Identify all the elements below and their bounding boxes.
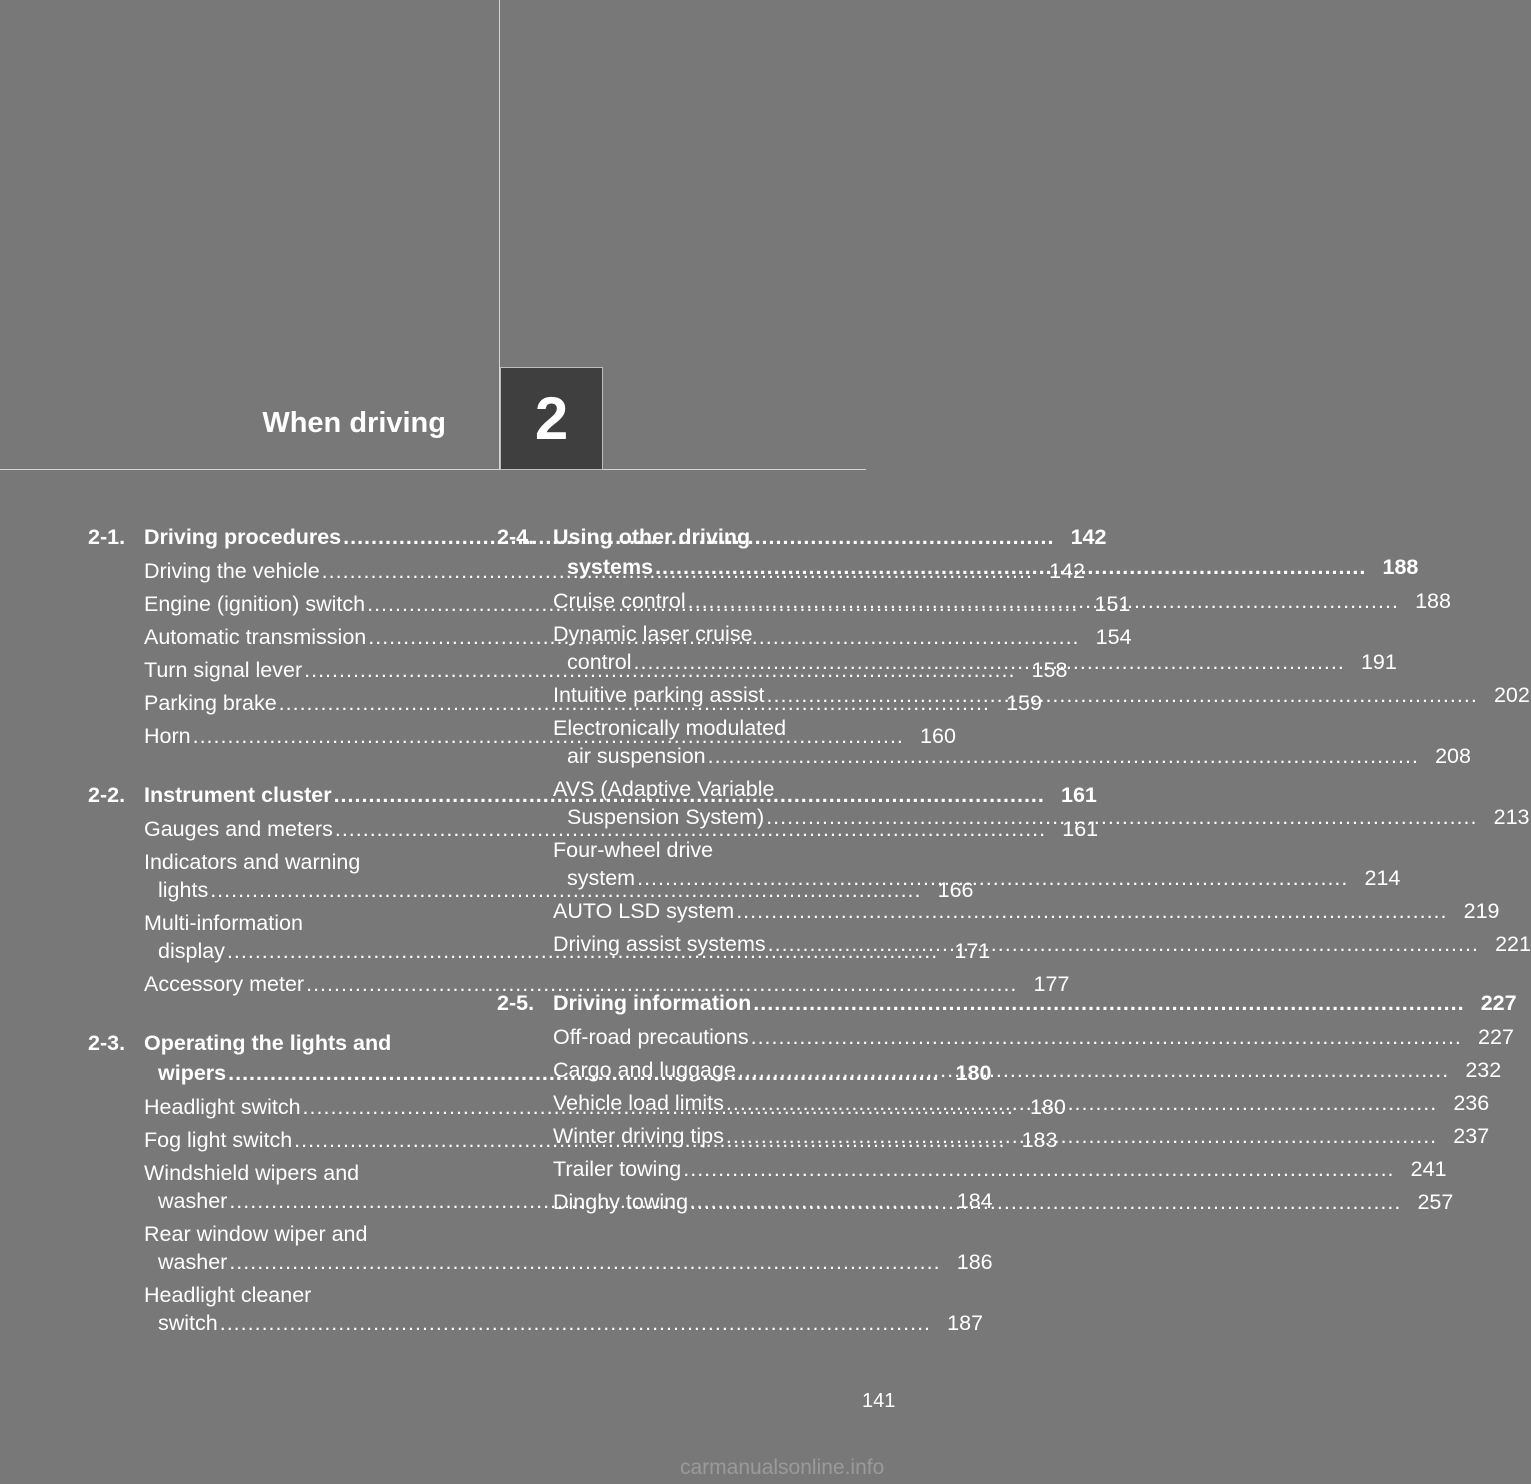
entry-title-text: switch: [158, 1311, 218, 1335]
entry-title-text: Multi-information: [144, 911, 303, 935]
dot-leader: [766, 930, 1479, 958]
dot-leader: [724, 1089, 1437, 1117]
entry-title-text: Four-wheel drive: [553, 838, 714, 862]
entry-title-text: AUTO LSD system: [553, 899, 735, 923]
dot-leader: [632, 648, 1345, 676]
dot-leader: [765, 681, 1478, 709]
entry-title-line: [144, 1248, 993, 1276]
watermark: carmanualsonline.info: [680, 1456, 885, 1479]
entry-title-text: Dinghy towing: [553, 1190, 689, 1214]
entry-page-number: 154: [1095, 625, 1132, 649]
dot-leader: [734, 897, 1447, 925]
section-page-number: 161: [1061, 783, 1097, 807]
entry-page-number: 160: [920, 724, 956, 748]
section-page-number: 180: [955, 1061, 992, 1085]
dot-leader: [736, 1056, 1449, 1084]
entry-title-text: Driving the vehicle: [144, 559, 320, 583]
entry-page-number: 202: [1493, 683, 1530, 707]
entry-title-text: Headlight switch: [144, 1095, 301, 1119]
entry-title-text: Engine (ignition) switch: [144, 592, 366, 616]
entry-page-number: 158: [1031, 658, 1068, 682]
page-number: 141: [862, 1390, 896, 1412]
entry-page-number: 188: [1415, 589, 1451, 613]
entry-title-text: Cruise control: [553, 589, 686, 613]
entry-title-text: Suspension System): [567, 805, 765, 829]
entry-page-number: 186: [956, 1250, 993, 1274]
dot-leader: [227, 1248, 940, 1276]
entry-title-text: Rear window wiper and: [144, 1222, 368, 1246]
entry-page-number: 142: [1049, 559, 1085, 583]
entry-title-text: Parking brake: [144, 691, 277, 715]
dot-leader: [724, 1122, 1437, 1150]
entry-title-text: washer: [158, 1189, 228, 1213]
entry-page-number: 236: [1453, 1091, 1490, 1115]
entry-page-number: 232: [1465, 1058, 1502, 1082]
entry-title-text: Winter driving tips: [553, 1124, 724, 1148]
section-page-number: 142: [1070, 525, 1107, 549]
entry-title-line: [553, 714, 877, 742]
entry-title-text: Intuitive parking assist: [553, 683, 765, 707]
toc-entry[interactable]: [144, 1281, 984, 1337]
entry-title-text: Headlight cleaner: [144, 1283, 312, 1307]
chapter-number: 2: [534, 385, 569, 452]
toc-entry[interactable]: [553, 897, 1500, 925]
entry-page-number: 177: [1033, 972, 1070, 996]
entry-title: [553, 1155, 1447, 1183]
entry-title-text: Turn signal lever: [144, 658, 303, 682]
entry-page-number: 227: [1478, 1025, 1514, 1049]
entry-title-text: Indicators and warning: [144, 850, 361, 874]
entry-title-text: lights: [158, 878, 209, 902]
entry-page-number: 184: [956, 1189, 993, 1213]
entry-title: [553, 897, 1500, 925]
entry-title-line: [144, 970, 1070, 998]
entry-title-line: [553, 1155, 1447, 1183]
entry-title-text: Horn: [144, 724, 191, 748]
entry-page-number: 237: [1453, 1124, 1490, 1148]
entry-title-line: [144, 1309, 984, 1337]
entry-title-text: washer: [158, 1250, 228, 1274]
toc-entry[interactable]: [553, 1155, 1447, 1183]
section-page-number: 188: [1382, 555, 1419, 579]
entry-page-number: 183: [1021, 1128, 1058, 1152]
section-title-line: [553, 552, 1418, 582]
entry-title: [144, 970, 1070, 998]
section-title-text: Driving procedures: [144, 525, 342, 549]
entry-title-text: Dynamic laser cruise: [553, 622, 753, 646]
section-title-text: Instrument cluster: [144, 783, 332, 807]
dot-leader: [688, 1188, 1401, 1216]
entry-title-line: [144, 1220, 468, 1248]
chapter-number-box: [500, 367, 603, 470]
section-title-text: wipers: [158, 1061, 227, 1085]
entry-page-number: 151: [1094, 592, 1131, 616]
entry-page-number: 191: [1360, 650, 1397, 674]
entry-title-text: Accessory meter: [144, 972, 305, 996]
dot-leader: [749, 1023, 1462, 1051]
entry-title-line: [144, 909, 468, 937]
entry-title-text: control: [567, 650, 632, 674]
dot-leader: [635, 864, 1348, 892]
entry-title-line: [553, 897, 1500, 925]
entry-title-text: Off-road precautions: [553, 1025, 749, 1049]
entry-title-text: system: [567, 866, 636, 890]
entry-page-number: 159: [1006, 691, 1042, 715]
entry-page-number: 257: [1417, 1190, 1454, 1214]
section-title: [553, 988, 1517, 1018]
entry-title-text: Electronically modulated: [553, 716, 787, 740]
dot-leader: [681, 1155, 1394, 1183]
entry-page-number: 214: [1364, 866, 1401, 890]
section-number: 2-1.: [88, 525, 126, 549]
entry-title-text: AVS (Adaptive Variable: [553, 777, 775, 801]
entry-page-number: 219: [1463, 899, 1500, 923]
section-title-text: systems: [567, 555, 654, 579]
dot-leader: [653, 552, 1366, 582]
entry-title-text: Trailer towing: [553, 1157, 682, 1181]
entry-title-line: [144, 1281, 468, 1309]
entry-title-line: [553, 775, 877, 803]
entry-title-text: Gauges and meters: [144, 817, 333, 841]
section-number: 2-2.: [88, 783, 126, 807]
dot-leader: [764, 803, 1477, 831]
toc-entry[interactable]: [553, 1023, 1514, 1051]
entry-page-number: 171: [954, 939, 991, 963]
entry-title-text: Cargo and luggage: [553, 1058, 736, 1082]
section-title-text: Driving information: [553, 991, 752, 1015]
entry-page-number: 208: [1435, 744, 1471, 768]
entry-title-line: [553, 1023, 1514, 1051]
toc-entry[interactable]: [144, 1220, 993, 1276]
entry-title-line: [553, 836, 877, 864]
entry-title-text: Vehicle load limits: [553, 1091, 724, 1115]
entry-title-text: display: [158, 939, 225, 963]
dot-leader: [686, 587, 1399, 615]
entry-page-number: 166: [937, 878, 974, 902]
section-title-line: [553, 522, 1418, 552]
header-horizontal-rule: [0, 469, 866, 470]
section-heading[interactable]: [497, 988, 1517, 1018]
dot-leader: [706, 742, 1419, 770]
entry-page-number: 161: [1062, 817, 1099, 841]
entry-page-number: 180: [1029, 1095, 1066, 1119]
dot-leader: [218, 1309, 931, 1337]
entry-page-number: 213: [1493, 805, 1530, 829]
entry-title-text: Fog light switch: [144, 1128, 293, 1152]
entry-title: [144, 1281, 984, 1337]
dot-leader: [751, 988, 1464, 1018]
section-title-text: Using other driving: [553, 525, 751, 549]
entry-title: [144, 1220, 993, 1276]
entry-page-number: 241: [1410, 1157, 1447, 1181]
entry-title-line: [144, 1159, 468, 1187]
entry-title-text: air suspension: [567, 744, 706, 768]
entry-page-number: 221: [1495, 932, 1531, 956]
entry-title-line: [553, 620, 877, 648]
section-page-number: 227: [1480, 991, 1517, 1015]
entry-title: [553, 1023, 1514, 1051]
entry-title-text: Driving assist systems: [553, 932, 766, 956]
toc-entry[interactable]: [144, 970, 1070, 998]
entry-title-text: Windshield wipers and: [144, 1161, 360, 1185]
entry-title-text: Automatic transmission: [144, 625, 367, 649]
entry-title-line: [144, 848, 468, 876]
section-number: 2-3.: [88, 1031, 126, 1055]
section-title-text: Operating the lights and: [144, 1031, 392, 1055]
section-number: 2-4.: [497, 525, 535, 549]
chapter-title: When driving: [262, 407, 446, 439]
entry-page-number: 187: [947, 1311, 984, 1335]
entry-title-line: [553, 742, 1471, 770]
section-title: [553, 522, 1418, 582]
section-number: 2-5.: [497, 991, 535, 1015]
section-title-line: [553, 988, 1517, 1018]
